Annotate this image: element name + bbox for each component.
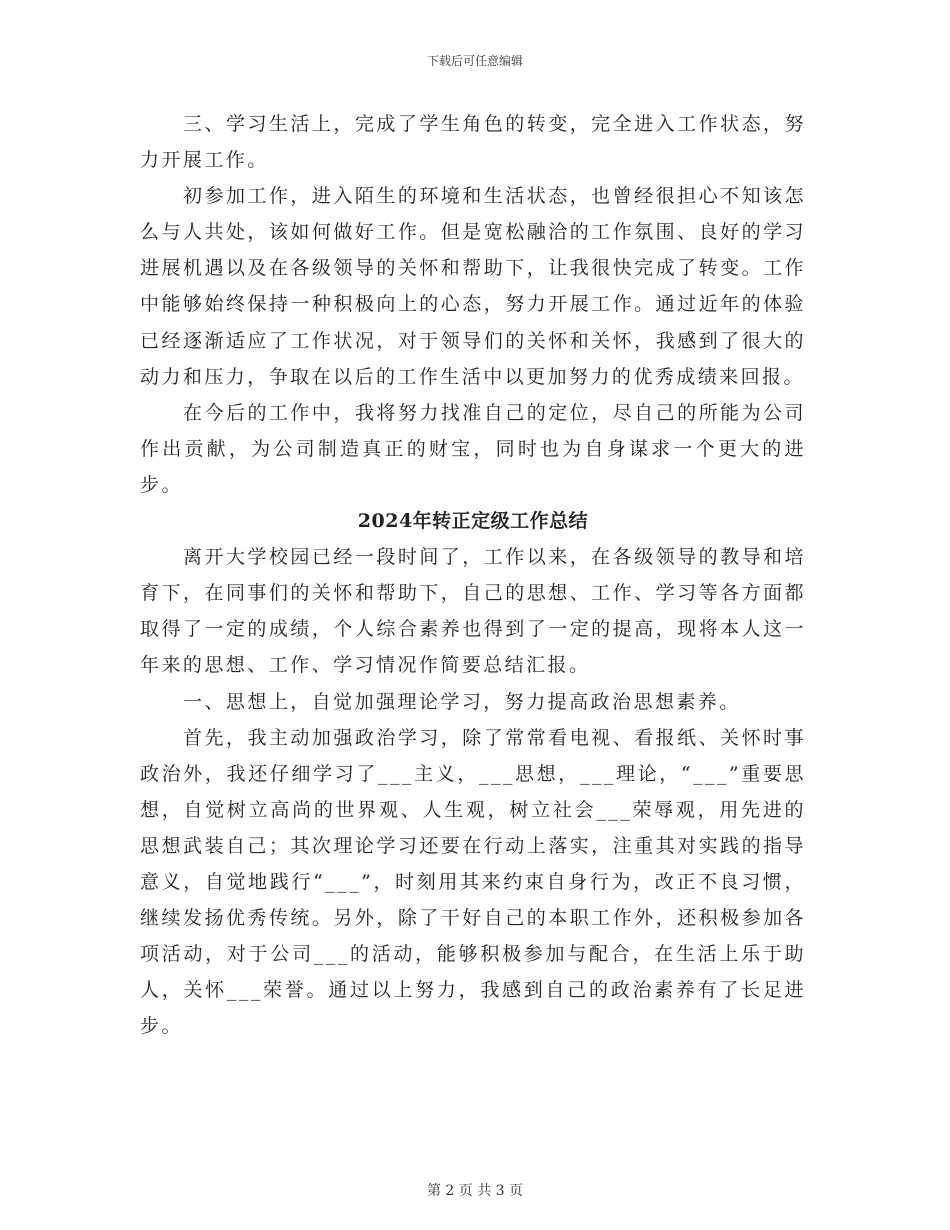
paragraph: 在今后的工作中，我将努力找准自己的定位，尽自己的所能为公司作出贡献，为公司制造真正的财宝，同时也为自身谋求一个更大的进步。 <box>140 401 806 496</box>
paragraph: 离开大学校园已经一段时间了，工作以来，在各级领导的教导和培育下，在同事们的关怀和帮助下，自己的思想、工作、学习等各方面都取得了一定的成绩，个人综合素养也得到了一定的提高，现将本人这一年来的思想、工作、学习情况作简要总结汇报。 <box>140 546 806 677</box>
paragraph: 首先，我主动加强政治学习，除了常常看电视、看报纸、关怀时事政治外，我还仔细学习了___主义，___思想，___理论，“___”重要思想，自觉树立高尚的世界观、人生观，树立社会___荣辱观，用先进的思想武装自己；其次理论学习还要在行动上落实，注重其对实践的指导意义，自觉地践行“___”，时刻用其来约束自身行为，改正不良习惯，继续发扬优秀传统。另外，除了干好自己的本职工作外，还积极参加各项活动，对于公司___的活动，能够积极参加与配合，在生活上乐于助人，关怀___荣誉。通过以上努力，我感到自己的政治素养有了长足进步。 <box>140 726 806 1038</box>
paragraph: 一、思想上，自觉加强理论学习，努力提高政治思想素养。 <box>183 690 741 713</box>
paragraph: 初参加工作，进入陌生的环境和生活状态，也曾经很担心不知该怎么与人共处，该如何做好工作。但是宽松融洽的工作氛围、良好的学习进展机遇以及在各级领导的关怀和帮助下，让我很快完成了转变。工作中能够始终保持一种积极向上的心态，努力开展工作。通过近年的体验已经逐渐适应了工作状况，对于领导们的关怀和关怀，我感到了很大的动力和压力，争取在以后的工作生活中以更加努力的优秀成绩来回报。 <box>140 185 806 388</box>
section-title: 2024年转正定级工作总结 <box>357 510 589 533</box>
paragraph: 三、学习生活上，完成了学生角色的转变，完全进入工作状态，努力开展工作。 <box>140 113 806 172</box>
page-header: 下载后可任意编辑 <box>426 54 523 68</box>
page-footer: 第 2 页 共 3 页 <box>426 1183 524 1199</box>
document-body <box>140 106 806 1044</box>
